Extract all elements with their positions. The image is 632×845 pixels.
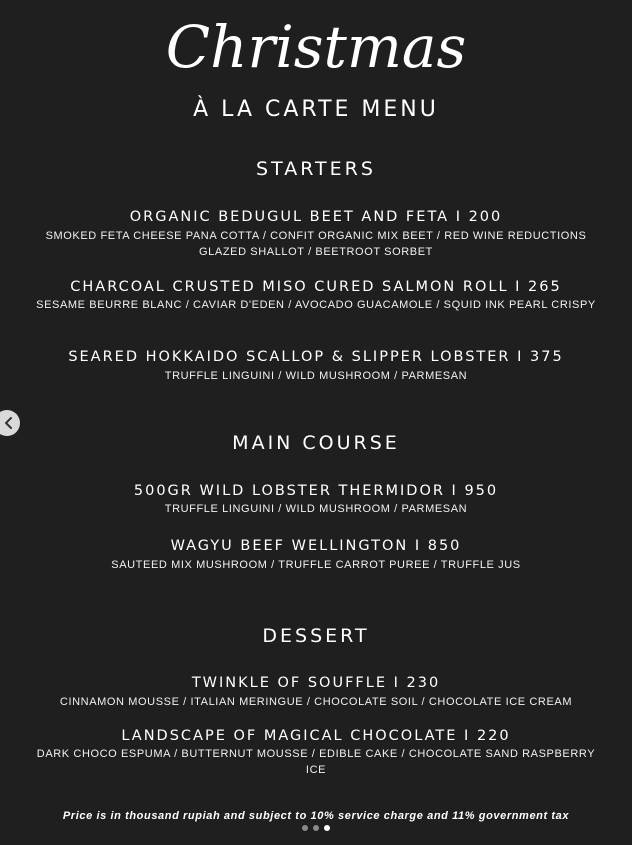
carousel-dot-active[interactable] — [324, 825, 330, 831]
menu-item-description: CINNAMON MOUSSE / ITALIAN MERINGUE / CHOCOLATE SOIL / CHOCOLATE ICE CREAM — [59, 696, 573, 708]
menu-item-description: GLAZED SHALLOT / BEETROOT SORBET — [199, 246, 433, 258]
menu-item-title: CHARCOAL CRUSTED MISO CURED SALMON ROLL I 265 — [70, 279, 562, 295]
menu-item-title: ORGANIC BEDUGUL BEET AND FETA I 200 — [129, 209, 503, 225]
carousel-pagination — [0, 825, 632, 833]
menu-item-title: WAGYU BEEF WELLINGTON I 850 — [170, 538, 462, 554]
menu-script-title: Christmas — [165, 13, 467, 81]
carousel-dot[interactable] — [302, 825, 308, 831]
carousel-dot[interactable] — [313, 825, 319, 831]
price-note: Price is in thousand rupiah and subject to 10% service charge and 11% government tax — [62, 810, 570, 822]
menu-item-description: TRUFFLE LINGUINI / WILD MUSHROOM / PARMESAN — [164, 503, 468, 515]
chevron-left-icon — [3, 417, 15, 429]
menu-item-title: LANDSCAPE OF MAGICAL CHOCOLATE I 220 — [121, 728, 511, 744]
menu-item-description: SMOKED FETA CHEESE PANA COTTA / CONFIT ORGANIC MIX BEET / RED WINE REDUCTIONS — [45, 230, 587, 242]
main-course-heading: MAIN COURSE — [232, 432, 400, 454]
menu-item-description: SAUTEED MIX MUSHROOM / TRUFFLE CARROT PUREE / TRUFFLE JUS — [111, 559, 521, 571]
menu-item-title: SEARED HOKKAIDO SCALLOP & SLIPPER LOBSTER I 375 — [68, 349, 564, 365]
menu-item-description: TRUFFLE LINGUINI / WILD MUSHROOM / PARMESAN — [164, 370, 468, 382]
starters-heading: STARTERS — [256, 158, 376, 180]
menu-item-description: SESAME BEURRE BLANC / CAVIAR D'EDEN / AVOCADO GUACAMOLE / SQUID INK PEARL CRISPY — [36, 299, 596, 311]
dessert-heading: DESSERT — [262, 625, 370, 647]
menu-item-title: TWINKLE OF SOUFFLE I 230 — [191, 675, 441, 691]
menu-item-description: DARK CHOCO ESPUMA / BUTTERNUT MOUSSE / EDIBLE CAKE / CHOCOLATE SAND RASPBERRY ICE — [36, 748, 596, 776]
menu-subtitle: À LA CARTE MENU — [193, 97, 439, 122]
menu-item-title: 500GR WILD LOBSTER THERMIDOR I 950 — [133, 483, 499, 499]
